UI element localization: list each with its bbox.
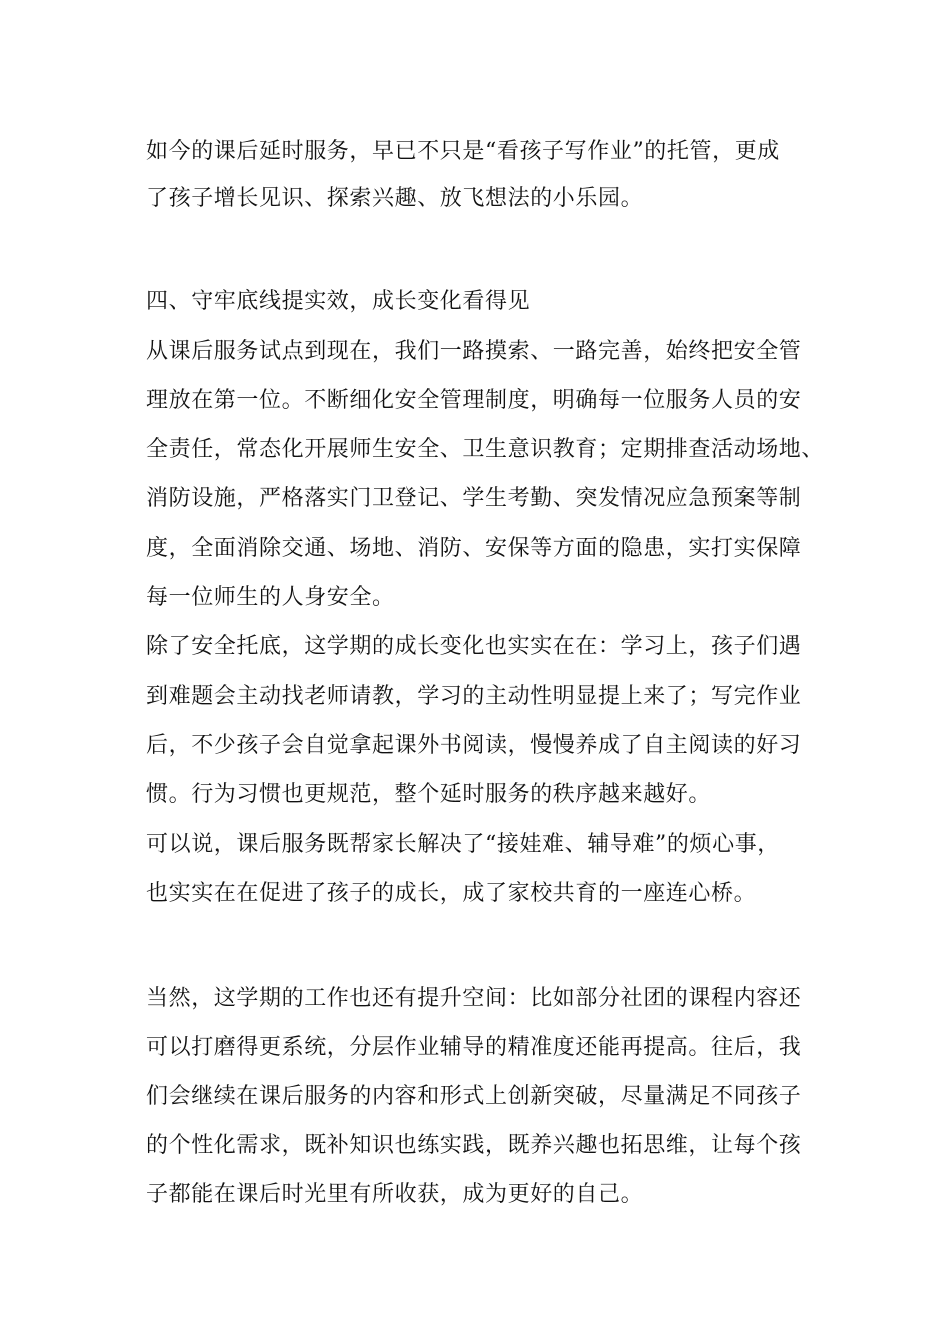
- section-heading: 四、守牢底线提实效，成长变化看得见: [146, 289, 531, 314]
- paragraph-line: 每一位师生的人身安全。: [146, 585, 395, 610]
- paragraph-line: 除了安全托底，这学期的成长变化也实实在在：学习上，孩子们遇: [146, 634, 802, 659]
- paragraph-line: 当然，这学期的工作也还有提升空间：比如部分社团的课程内容还: [146, 986, 802, 1011]
- paragraph-line: 可以打磨得更系统，分层作业辅导的精准度还能再提高。往后，我: [146, 1035, 802, 1060]
- paragraph-line: 的个性化需求，既补知识也练实践，既养兴趣也拓思维，让每个孩: [146, 1133, 802, 1158]
- paragraph-line: 到难题会主动找老师请教，学习的主动性明显提上来了；写完作业: [146, 684, 802, 709]
- paragraph-line: 如今的课后延时服务，早已不只是“看孩子写作业”的托管，更成: [146, 139, 780, 164]
- paragraph-line: 了孩子增长见识、探索兴趣、放飞想法的小乐园。: [146, 186, 644, 211]
- paragraph-line: 后，不少孩子会自觉拿起课外书阅读，慢慢养成了自主阅读的好习: [146, 733, 802, 758]
- paragraph-line: 惯。行为习惯也更规范，整个延时服务的秩序越来越好。: [146, 782, 712, 807]
- paragraph-line: 们会继续在课后服务的内容和形式上创新突破，尽量满足不同孩子: [146, 1084, 802, 1109]
- paragraph-line: 也实实在在促进了孩子的成长，成了家校共育的一座连心桥。: [146, 881, 757, 906]
- paragraph-line: 从课后服务试点到现在，我们一路摸索、一路完善，始终把安全管: [146, 339, 802, 364]
- paragraph-line: 可以说，课后服务既帮家长解决了“接娃难、辅导难”的烦心事，: [146, 832, 780, 857]
- paragraph-line: 消防设施，严格落实门卫登记、学生考勤、突发情况应急预案等制: [146, 486, 802, 511]
- paragraph-line: 子都能在课后时光里有所收获，成为更好的自己。: [146, 1182, 644, 1207]
- paragraph-line: 理放在第一位。不断细化安全管理制度，明确每一位服务人员的安: [146, 388, 802, 413]
- paragraph-line: 全责任，常态化开展师生安全、卫生意识教育；定期排查活动场地、: [146, 437, 825, 462]
- paragraph-line: 度，全面消除交通、场地、消防、安保等方面的隐患，实打实保障: [146, 536, 802, 561]
